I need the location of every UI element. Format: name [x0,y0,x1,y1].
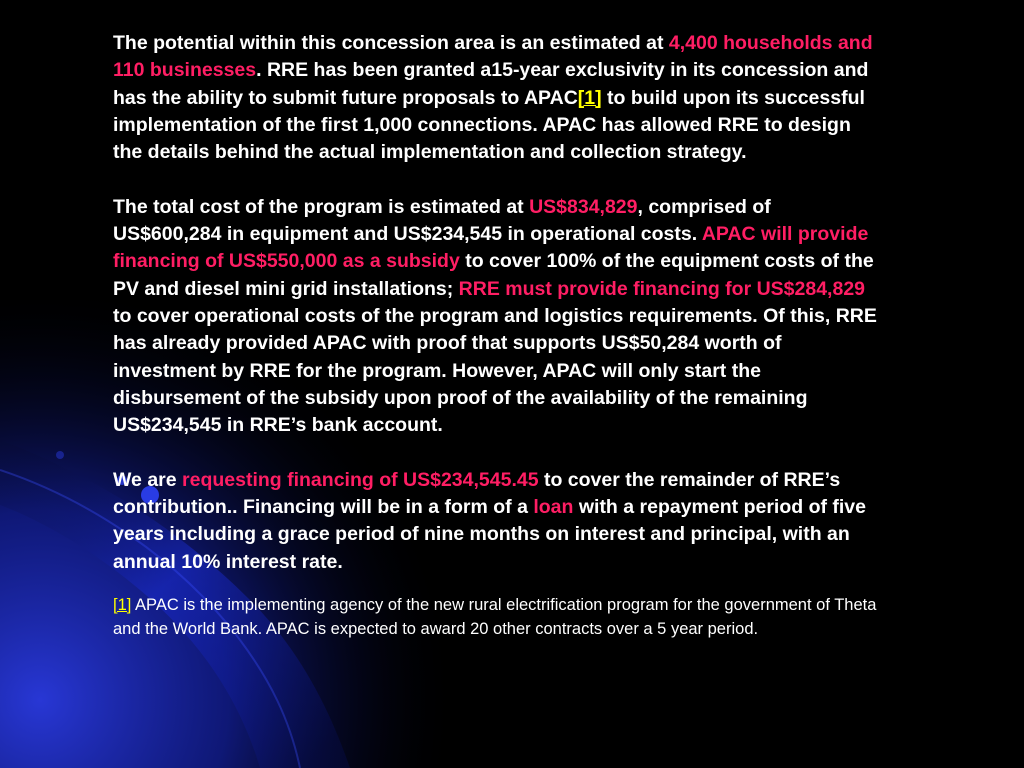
text-run: The total cost of the program is estimated at [113,195,530,218]
text-run: The potential within this concession area is an estimated at [113,32,669,54]
highlight-households: 4,400 households and 110 businesses [113,32,873,82]
text-run: to cover 100% of the equipment costs of the PV and diesel mini grid installations; [113,250,874,300]
text-run: to cover operational costs of the program and logistics requirements. Of this, RRE has already provided APAC with proof that supports US$50,284 worth of investment by RRE for the program. However, APAC will only start the disbursement of the subsidy upon proof of the availability of the remaining US$234,545 in RRE’s bank account. [113,304,877,437]
text-run: , comprised of US$600,284 in equipment and US$234,545 in operational costs. [113,195,771,246]
paragraph-request [113,467,883,576]
paragraph-total-cost [113,194,883,440]
paragraph-concession [113,30,883,166]
footnote-text: APAC is the implementing agency of the new rural electrification program for the government of Theta and the World Bank. APAC is expected to award 20 other contracts over a 5 year period. [113,595,877,639]
highlight-requested-amount: requesting financing of US$234,545.45 [182,468,539,491]
footnote [113,593,883,642]
text-run: to cover the remainder of RRE’s contribution.. Financing will be in a form of a [113,468,841,519]
highlight-loan: loan [533,496,574,519]
text-run: with a repayment period of five years including a grace period of nine months on interest and principal, with an annual 10% interest rate. [113,496,866,573]
highlight-apac-subsidy: APAC will provide financing of US$550,000 as a subsidy [113,223,869,273]
footnote-reference-link[interactable]: [1] [577,86,602,109]
highlight-total-cost: US$834,829 [529,195,638,218]
text-run: . RRE has been granted a15-year exclusivity in its concession and has the ability to submit future proposals to APAC [113,59,869,109]
background-bubble-faint [56,451,64,459]
footnote-marker-link[interactable]: [1] [113,595,132,614]
highlight-rre-financing: RRE must provide financing for US$284,829 [458,277,866,300]
text-run: to build upon its successful implementation of the first 1,000 connections. APAC has allowed RRE to design the details behind the actual implementation and collection strategy. [113,86,865,164]
text-run: We are [113,468,183,491]
slide-text [113,30,883,642]
